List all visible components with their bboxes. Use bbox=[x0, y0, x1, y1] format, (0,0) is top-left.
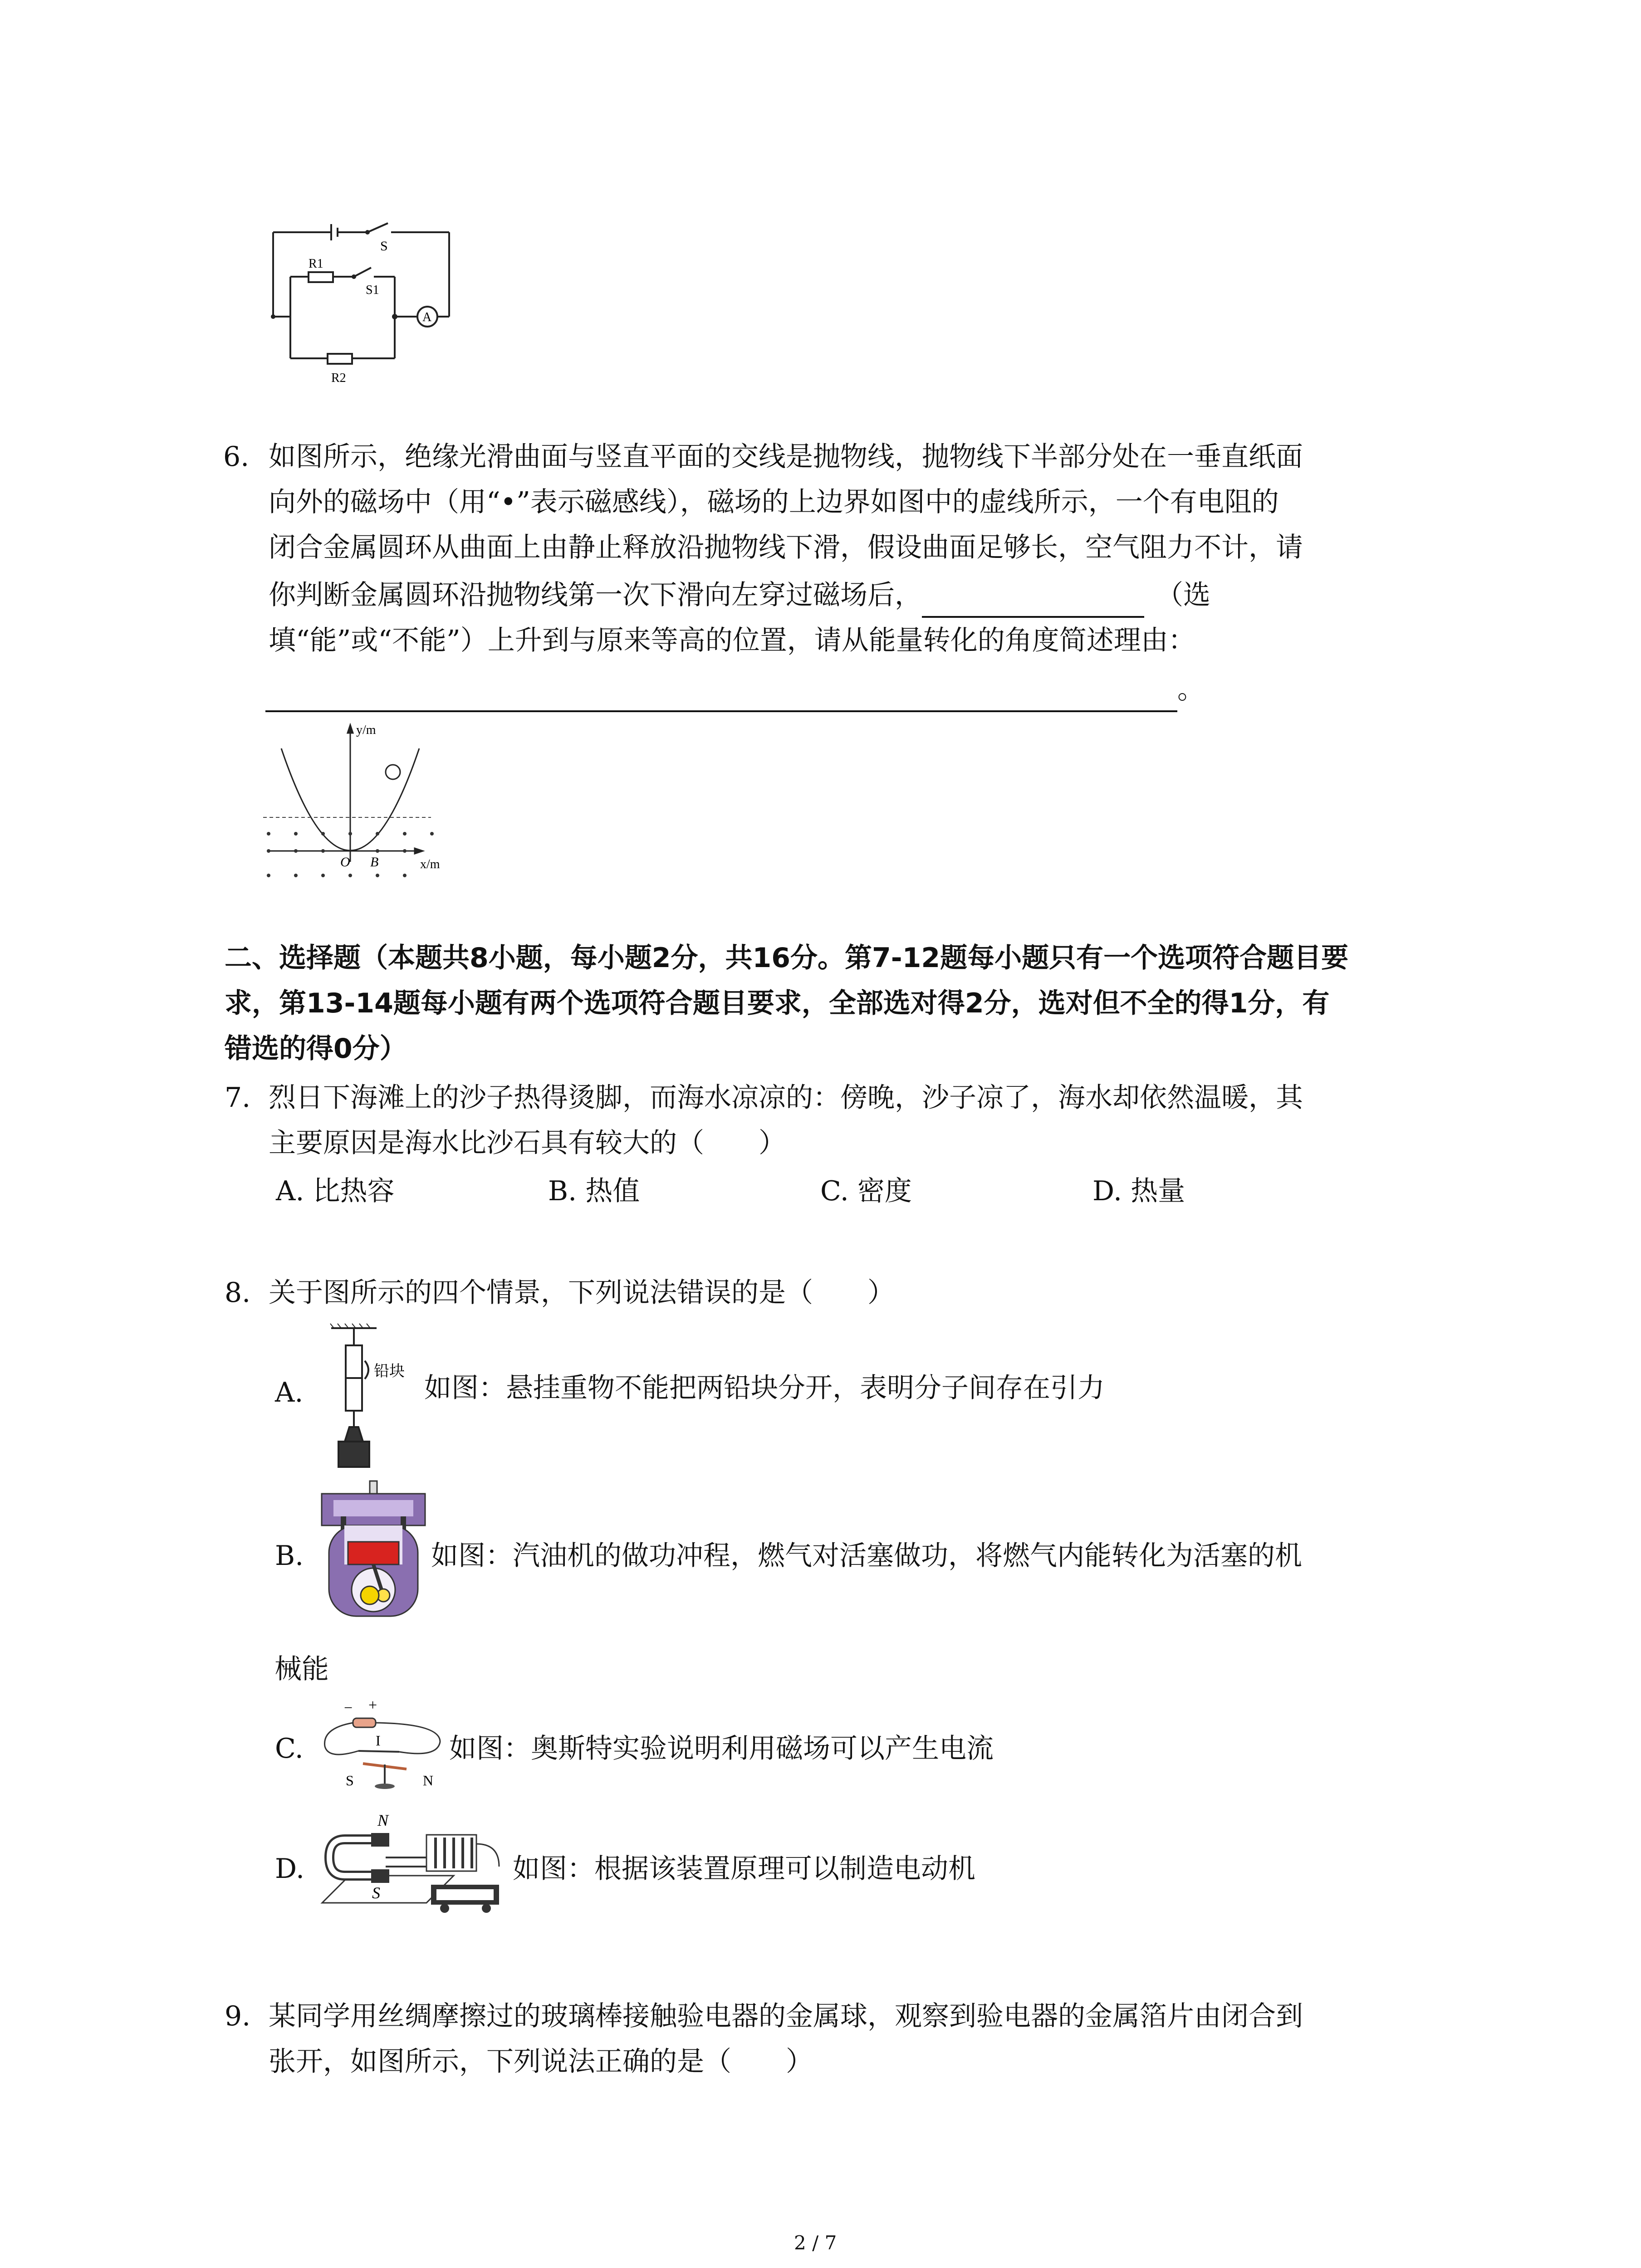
q6-line-4 bbox=[269, 572, 1210, 618]
origin-label: O bbox=[340, 855, 350, 870]
parabola-field-diagram bbox=[263, 717, 463, 889]
battery-minus-label: − bbox=[344, 1700, 353, 1716]
lead-block-label: 铅块 bbox=[374, 1363, 405, 1380]
circuit-diagram bbox=[263, 213, 463, 390]
q8-option-a-letter[interactable]: A. bbox=[275, 1377, 304, 1408]
q6-answer-blank-1[interactable] bbox=[922, 580, 1144, 618]
q7-option-d[interactable]: D. 热量 bbox=[1092, 1175, 1185, 1207]
q7-option-a[interactable]: A. 比热容 bbox=[276, 1175, 395, 1207]
q6-line-5: 填“能”或“不能”）上升到与原来等高的位置，请从能量转化的角度简述理由： bbox=[269, 625, 1195, 656]
q7-line-2: 主要原因是海水比沙石具有较大的（ ） bbox=[269, 1127, 786, 1159]
point-b-label: B bbox=[370, 855, 379, 870]
oersted-experiment-figure bbox=[318, 1696, 445, 1792]
q6-line-3: 闭合金属圆环从曲面上由静止释放沿抛物线下滑，假设曲面足够长，空气阻力不计，请 bbox=[269, 532, 1303, 563]
q7-line-1: 烈日下海滩上的沙子热得烫脚，而海水凉凉的：傍晚，沙子凉了，海水却依然温暖，其 bbox=[269, 1082, 1303, 1114]
section2-heading-line-1: 二、选择题（本题共8小题，每小题2分，共16分。第7-12题每小题只有一个选项符合题目要 bbox=[225, 942, 1349, 974]
r1-label: R1 bbox=[309, 257, 323, 271]
q9-number: 9. bbox=[225, 2000, 251, 2032]
q8-stem: 关于图所示的四个情景，下列说法错误的是（ ） bbox=[269, 1277, 895, 1309]
q6-answer-blank-2[interactable] bbox=[265, 674, 1177, 712]
q6-number: 6. bbox=[223, 441, 250, 473]
q7-option-b[interactable]: B. 热值 bbox=[548, 1175, 640, 1207]
engine-cylinder-figure bbox=[315, 1476, 433, 1626]
r2-label: R2 bbox=[331, 371, 346, 385]
y-axis-label: y/m bbox=[356, 723, 376, 737]
q9-line-2: 张开，如图所示，下列说法正确的是（ ） bbox=[269, 2046, 813, 2077]
q7-number: 7. bbox=[225, 1082, 251, 1114]
magnet-south-label: S bbox=[372, 1884, 380, 1902]
battery-plus-label: + bbox=[368, 1697, 377, 1714]
south-pole-label: S bbox=[346, 1772, 354, 1789]
page-number: 2 / 7 bbox=[794, 2232, 837, 2254]
q7-option-c[interactable]: C. 密度 bbox=[820, 1175, 912, 1207]
q8-option-d-text: 如图：根据该装置原理可以制造电动机 bbox=[513, 1853, 975, 1885]
q6-end-mark: 。 bbox=[1177, 674, 1205, 705]
ammeter-label: A bbox=[422, 310, 432, 324]
q6-line-6 bbox=[265, 667, 1205, 712]
q6-line-2: 向外的磁场中（用“•”表示磁感线），磁场的上边界如图中的虚线所示，一个有电阻的 bbox=[269, 486, 1279, 518]
q6-line-1: 如图所示，绝缘光滑曲面与竖直平面的交线是抛物线，抛物线下半部分处在一垂直纸面 bbox=[269, 441, 1303, 473]
s1-label: S1 bbox=[366, 283, 379, 297]
north-pole-label: N bbox=[423, 1772, 434, 1789]
q6-line-4-text: 你判断金属圆环沿抛物线第一次下滑向左穿过磁场后， bbox=[269, 579, 922, 611]
section2-heading-line-3: 错选的得0分） bbox=[225, 1033, 407, 1065]
q8-option-c-letter[interactable]: C. bbox=[275, 1733, 304, 1765]
motor-apparatus-figure bbox=[318, 1808, 517, 1921]
q8-option-c-text: 如图：奥斯特实验说明利用磁场可以产生电流 bbox=[449, 1733, 994, 1765]
lead-blocks-figure bbox=[318, 1320, 431, 1474]
q8-option-d-letter[interactable]: D. bbox=[275, 1853, 305, 1885]
q8-option-b-letter[interactable]: B. bbox=[275, 1540, 304, 1572]
q8-option-a-text: 如图：悬挂重物不能把两铅块分开，表明分子间存在引力 bbox=[424, 1372, 1105, 1404]
current-label: I bbox=[376, 1732, 381, 1749]
x-axis-label: x/m bbox=[420, 857, 440, 871]
q9-line-1: 某同学用丝绸摩擦过的玻璃棒接触验电器的金属球，观察到验电器的金属箔片由闭合到 bbox=[269, 2000, 1303, 2032]
switch-s-label: S bbox=[380, 239, 388, 254]
q6-blank-suffix: （选 bbox=[1156, 579, 1210, 611]
magnet-north-label: N bbox=[377, 1811, 389, 1829]
q8-option-b-continuation: 械能 bbox=[274, 1653, 329, 1685]
q8-option-b-text: 如图：汽油机的做功冲程，燃气对活塞做功，将燃气内能转化为活塞的机 bbox=[431, 1540, 1302, 1572]
section2-heading-line-2: 求，第13-14题每小题有两个选项符合题目要求，全部选对得2分，选对但不全的得1分，有 bbox=[225, 987, 1330, 1019]
q8-number: 8. bbox=[225, 1277, 251, 1309]
